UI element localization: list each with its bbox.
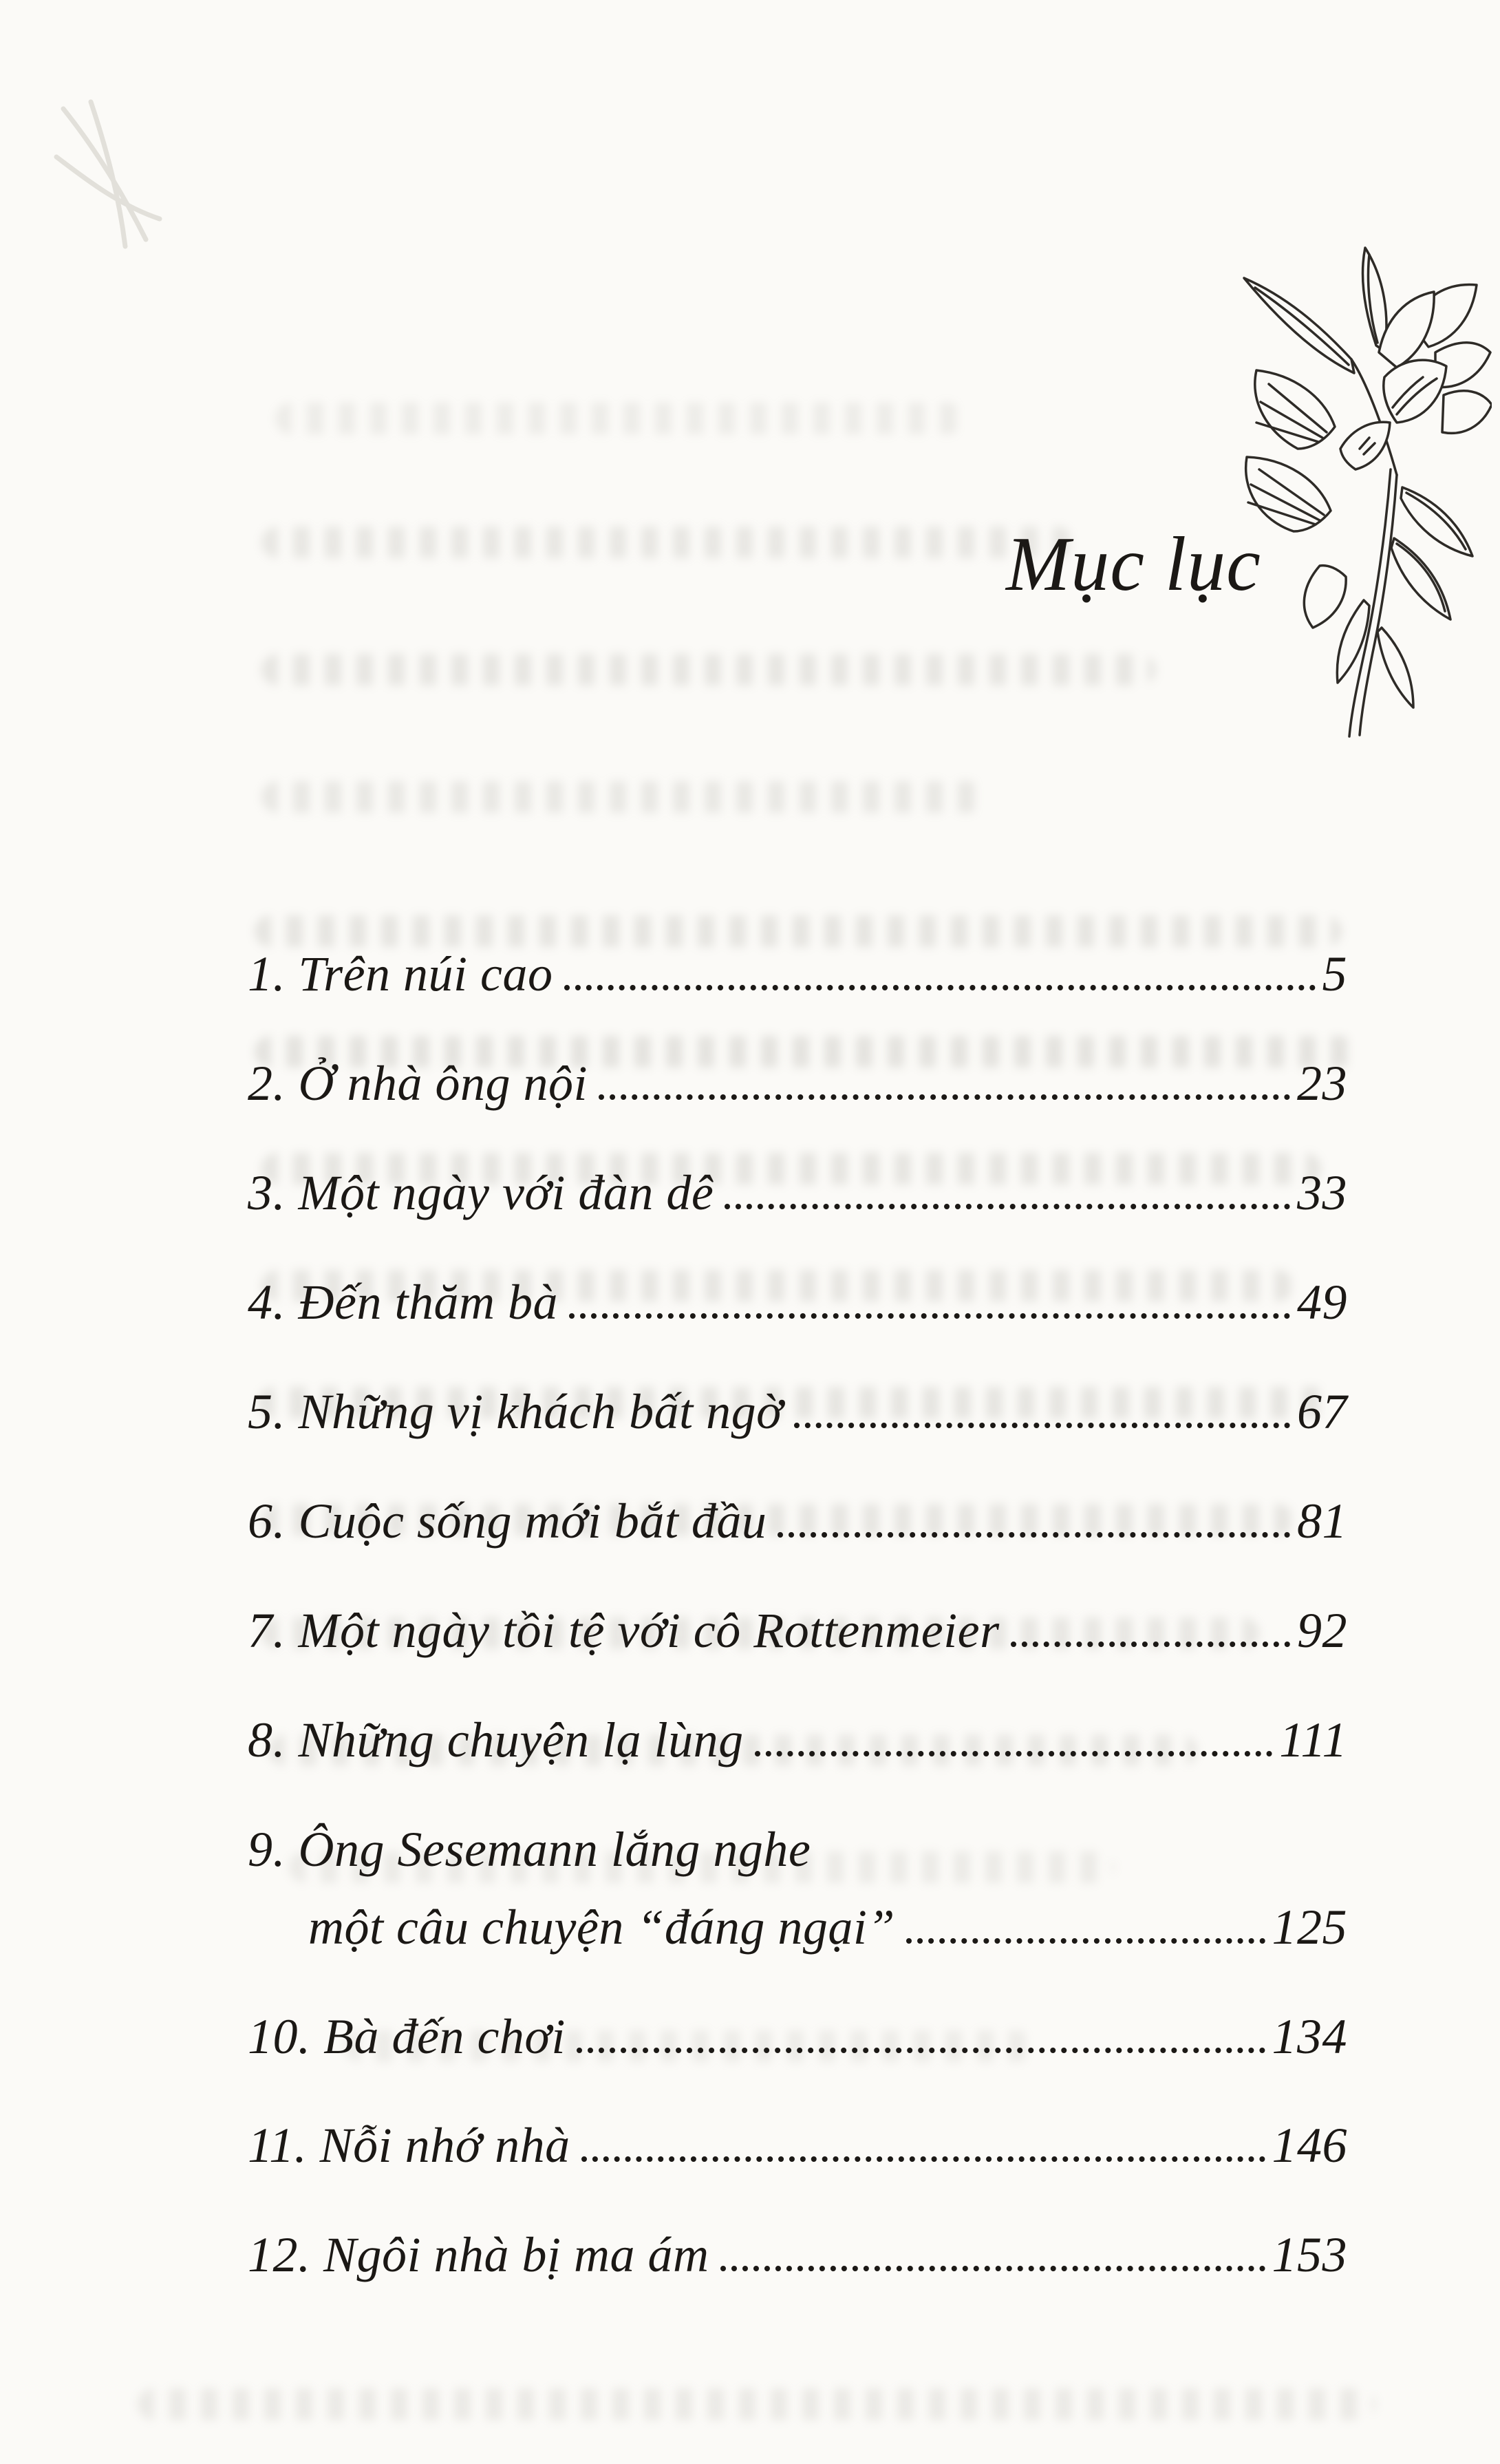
toc-entry-label: 10. Bà đến chơi [248, 2008, 566, 2064]
toc-entry [248, 1820, 1347, 1957]
toc-entry-page: 153 [1272, 2227, 1347, 2283]
dot-leader [581, 2148, 1265, 2162]
dot-leader [720, 2258, 1265, 2271]
dot-leader [577, 2039, 1265, 2053]
dot-leader [599, 1086, 1290, 1100]
toc-entry [248, 1383, 1347, 1441]
toc-entry-label: 3. Một ngày với đàn dê [248, 1165, 714, 1220]
dot-leader [564, 977, 1316, 990]
toc-entry-page: 23 [1297, 1055, 1347, 1111]
dot-leader [1011, 1633, 1290, 1647]
toc-entry-page: 81 [1297, 1493, 1347, 1549]
toc-entry-page: 49 [1297, 1274, 1347, 1330]
toc-entry-label: 4. Đến thăm bà [248, 1274, 558, 1330]
dot-leader [794, 1414, 1290, 1428]
dot-leader [906, 1930, 1265, 1944]
toc-entry-page: 5 [1322, 946, 1347, 1001]
bleed-through-artifact [275, 403, 963, 434]
toc-entry-page: 146 [1272, 2118, 1347, 2174]
toc-entry-page: 67 [1297, 1383, 1347, 1439]
toc-entry-label: 8. Những chuyện lạ lùng [248, 1712, 744, 1767]
toc-entry [248, 1602, 1347, 1660]
bleed-through-artifact [255, 915, 1342, 947]
toc-entry-label: một câu chuyện “đáng ngại” [308, 1899, 895, 1955]
toc-entry [248, 2008, 1347, 2066]
toc-entry-page: 92 [1297, 1602, 1347, 1658]
toc-entry-label: 7. Một ngày tồi tệ với cô Rottenmeier [248, 1602, 1000, 1658]
toc-entry [248, 1054, 1347, 1113]
toc-entry-page: 111 [1279, 1712, 1347, 1767]
bleed-through-artifact [261, 527, 1073, 558]
toc-entry-line [248, 1898, 1347, 1957]
toc-entry-page: 33 [1297, 1165, 1347, 1220]
toc-entry-label: 12. Ngôi nhà bị ma ám [248, 2227, 709, 2283]
bleed-through-artifact [261, 781, 984, 813]
dot-leader [569, 1305, 1290, 1319]
toc-entry-label: 1. Trên núi cao [248, 946, 553, 1001]
toc-entry-page: 125 [1272, 1899, 1347, 1955]
bleed-through-artifact [261, 654, 1156, 686]
bleed-through-artifact [138, 2388, 1376, 2420]
dot-leader [755, 1743, 1273, 1756]
dot-leader [778, 1524, 1290, 1538]
toc-entry-label: 11. Nỗi nhớ nhà [248, 2118, 570, 2174]
toc-entry-label: 9. Ông Sesemann lắng nghe [248, 1821, 811, 1877]
toc-entry [248, 1492, 1347, 1551]
toc-entry [248, 2116, 1347, 2175]
toc-entry-label: 5. Những vị khách bất ngờ [248, 1383, 784, 1439]
dot-leader [725, 1196, 1290, 1209]
toc-entry [248, 1711, 1347, 1770]
toc-entry [248, 1273, 1347, 1332]
toc-entry [248, 1164, 1347, 1222]
corner-smudge-artifact [43, 81, 208, 281]
toc-entry-page: 134 [1272, 2008, 1347, 2064]
toc-entry-line [248, 1820, 1347, 1879]
toc-entry [248, 2226, 1347, 2284]
toc-entry [248, 945, 1347, 1003]
toc-entry-label: 2. Ở nhà ông nội [248, 1055, 588, 1111]
page-title: Mục lục [1006, 522, 1261, 607]
toc-entry-label: 6. Cuộc sống mới bắt đầu [248, 1493, 767, 1549]
table-of-contents [248, 945, 1347, 2335]
flower-illustration [1217, 242, 1492, 745]
